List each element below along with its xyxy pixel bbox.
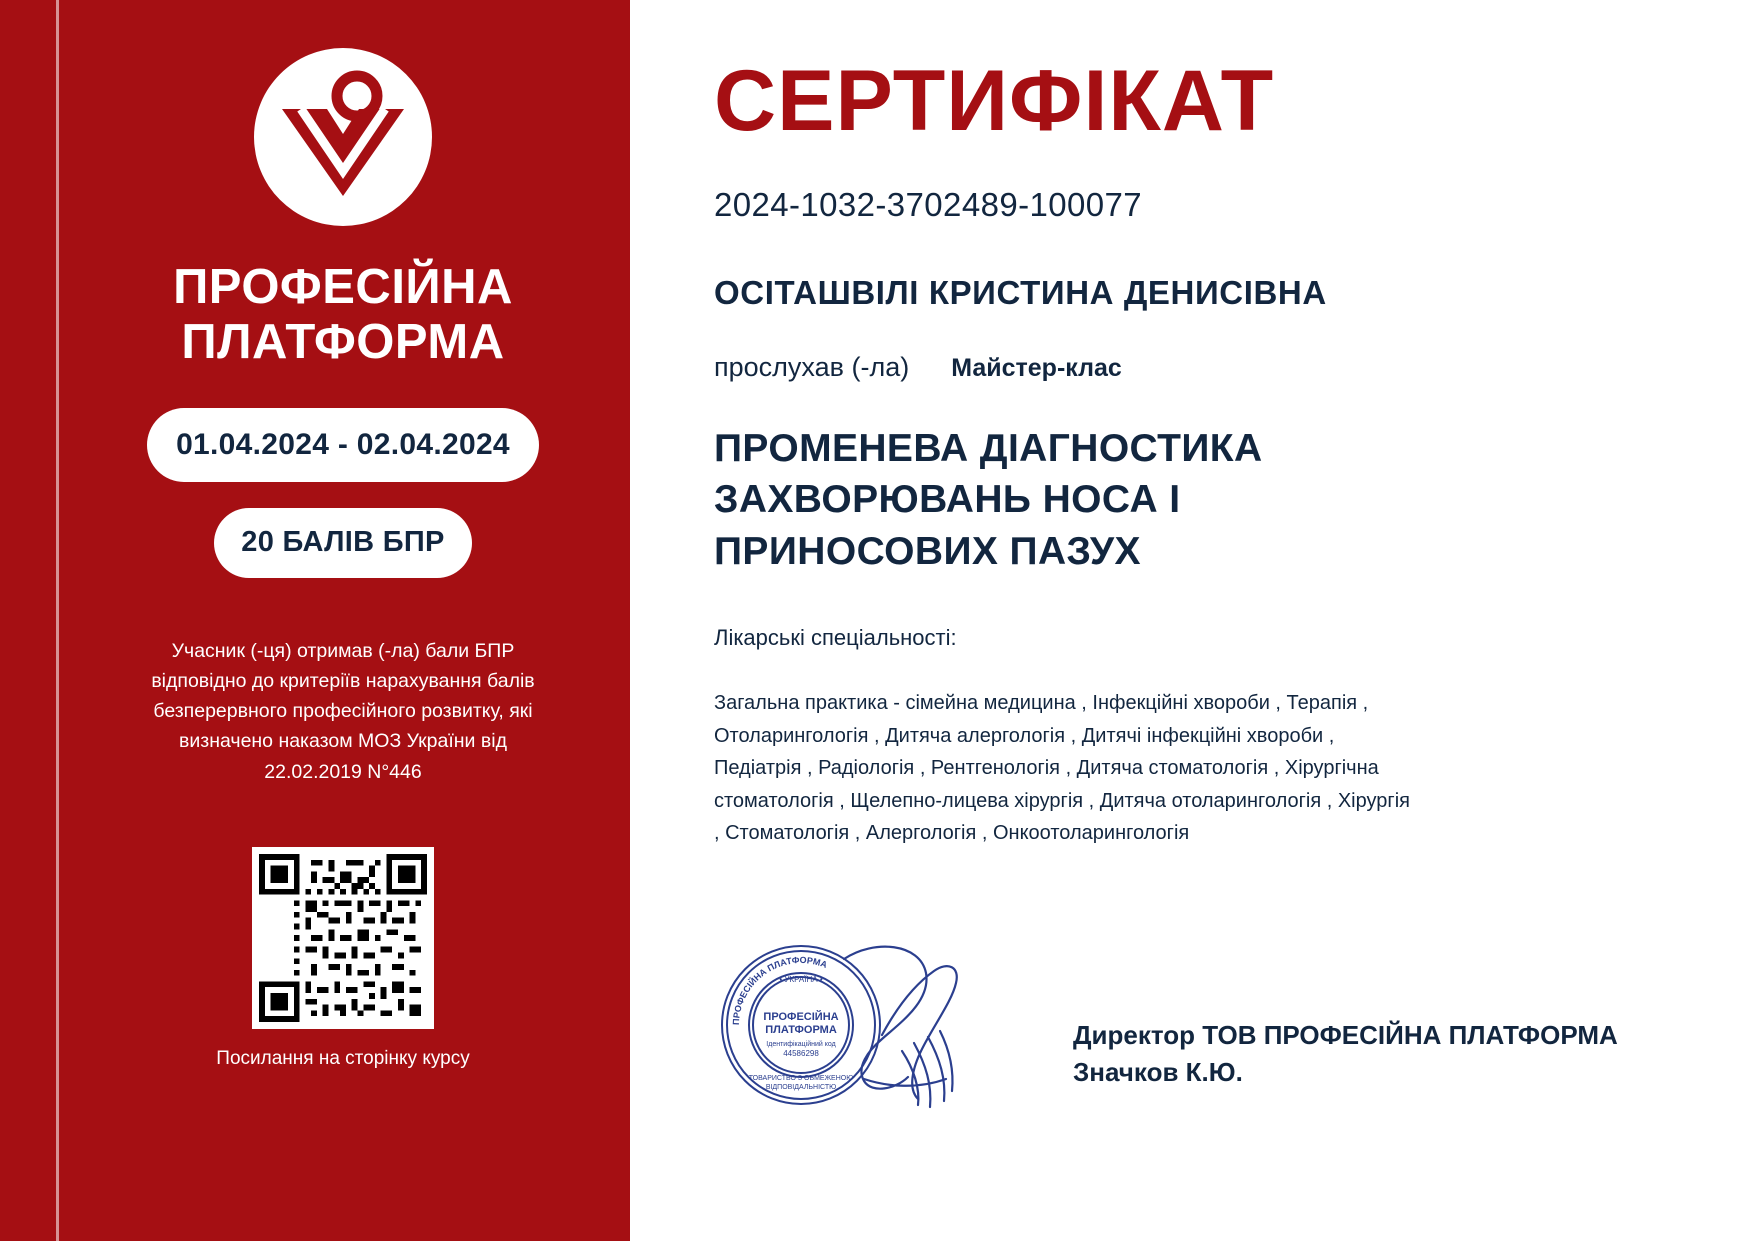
director-name: Значков К.Ю. [1073, 1057, 1243, 1088]
brand-title-line-2: ПЛАТФОРМА [181, 314, 505, 369]
course-title: ПРОМЕНЕВА ДІАГНОСТИКА ЗАХВОРЮВАНЬ НОСА І ПРИНОСОВИХ ПАЗУХ [714, 427, 1263, 573]
svg-text:ТОВАРИСТВО З ОБМЕЖЕНОЮ: ТОВАРИСТВО З ОБМЕЖЕНОЮ [748, 1075, 854, 1082]
attendance-label: прослухав (-ла) [714, 352, 910, 382]
director-signature-text [1073, 1017, 1618, 1113]
specialties-label: Лікарські спеціальності: [714, 625, 957, 651]
qr-code-icon[interactable] [252, 847, 434, 1029]
brand-title-line-1: ПРОФЕСІЙНА [173, 260, 513, 314]
svg-text:Ідентифікаційний код: Ідентифікаційний код [766, 1041, 836, 1048]
recipient-name: ОСІТАШВІЛІ КРИСТИНА ДЕНИСІВНА [714, 274, 1327, 311]
course-dates-badge: 01.04.2024 - 02.04.2024 [147, 408, 539, 482]
qr-code-caption: Посилання на сторінку курсу [216, 1047, 470, 1069]
svg-text:ПРОФЕСІЙНА: ПРОФЕСІЙНА [763, 1011, 839, 1023]
svg-text:ПРОФЕСІЙНА ПЛАТФОРМА: ПРОФЕСІЙНА ПЛАТФОРМА [730, 954, 829, 1026]
svg-text:44586298: 44586298 [783, 1049, 819, 1058]
signature-block [714, 938, 1618, 1113]
svg-text:ПЛАТФОРМА: ПЛАТФОРМА [765, 1024, 837, 1036]
certificate-number: 2024-1032-3702489-100077 [714, 186, 1142, 223]
handwritten-signature-icon [834, 939, 1024, 1119]
attendance-row [714, 352, 1694, 383]
professional-platform-logo-icon [254, 48, 432, 226]
left-brand-panel [0, 0, 630, 1241]
page-title: СЕРТИФІКАТ [714, 53, 1275, 149]
event-type: Майстер-клас [951, 354, 1122, 382]
svg-text:• УКРАЇНА •: • УКРАЇНА • [779, 975, 823, 984]
cpd-points-badge: 20 БАЛІВ БПР [214, 508, 472, 578]
specialties-list: Загальна практика - сімейна медицина , Інфекційні хвороби , Терапія , Отоларингологія , Дитяча алергологія , Дитячі інфекційні хвороби , Педіатрія , Радіологія , Рентгенологія , Дитяча стоматологія , Хірургічна стоматологія , Щелепно-лицева хірургія , Дитяча отоларингологія , Хірургія , Стоматологія , Алергологія , Онкоотоларингологія [714, 692, 1410, 844]
cpd-regulation-note: Учасник (-ця) отримав (-ла) бали БПР відповідно до критеріїв нарахування балів безперервного професійного розвитку, які визначено наказом МОЗ України від 22.02.2019 N°446 [151, 639, 535, 783]
director-title: Директор ТОВ ПРОФЕСІЙНА ПЛАТФОРМА [1073, 1020, 1618, 1051]
official-stamp-icon [714, 938, 889, 1113]
svg-text:ВІДПОВІДАЛЬНІСТЮ: ВІДПОВІДАЛЬНІСТЮ [765, 1084, 837, 1091]
certificate-main-content [630, 0, 1754, 1241]
